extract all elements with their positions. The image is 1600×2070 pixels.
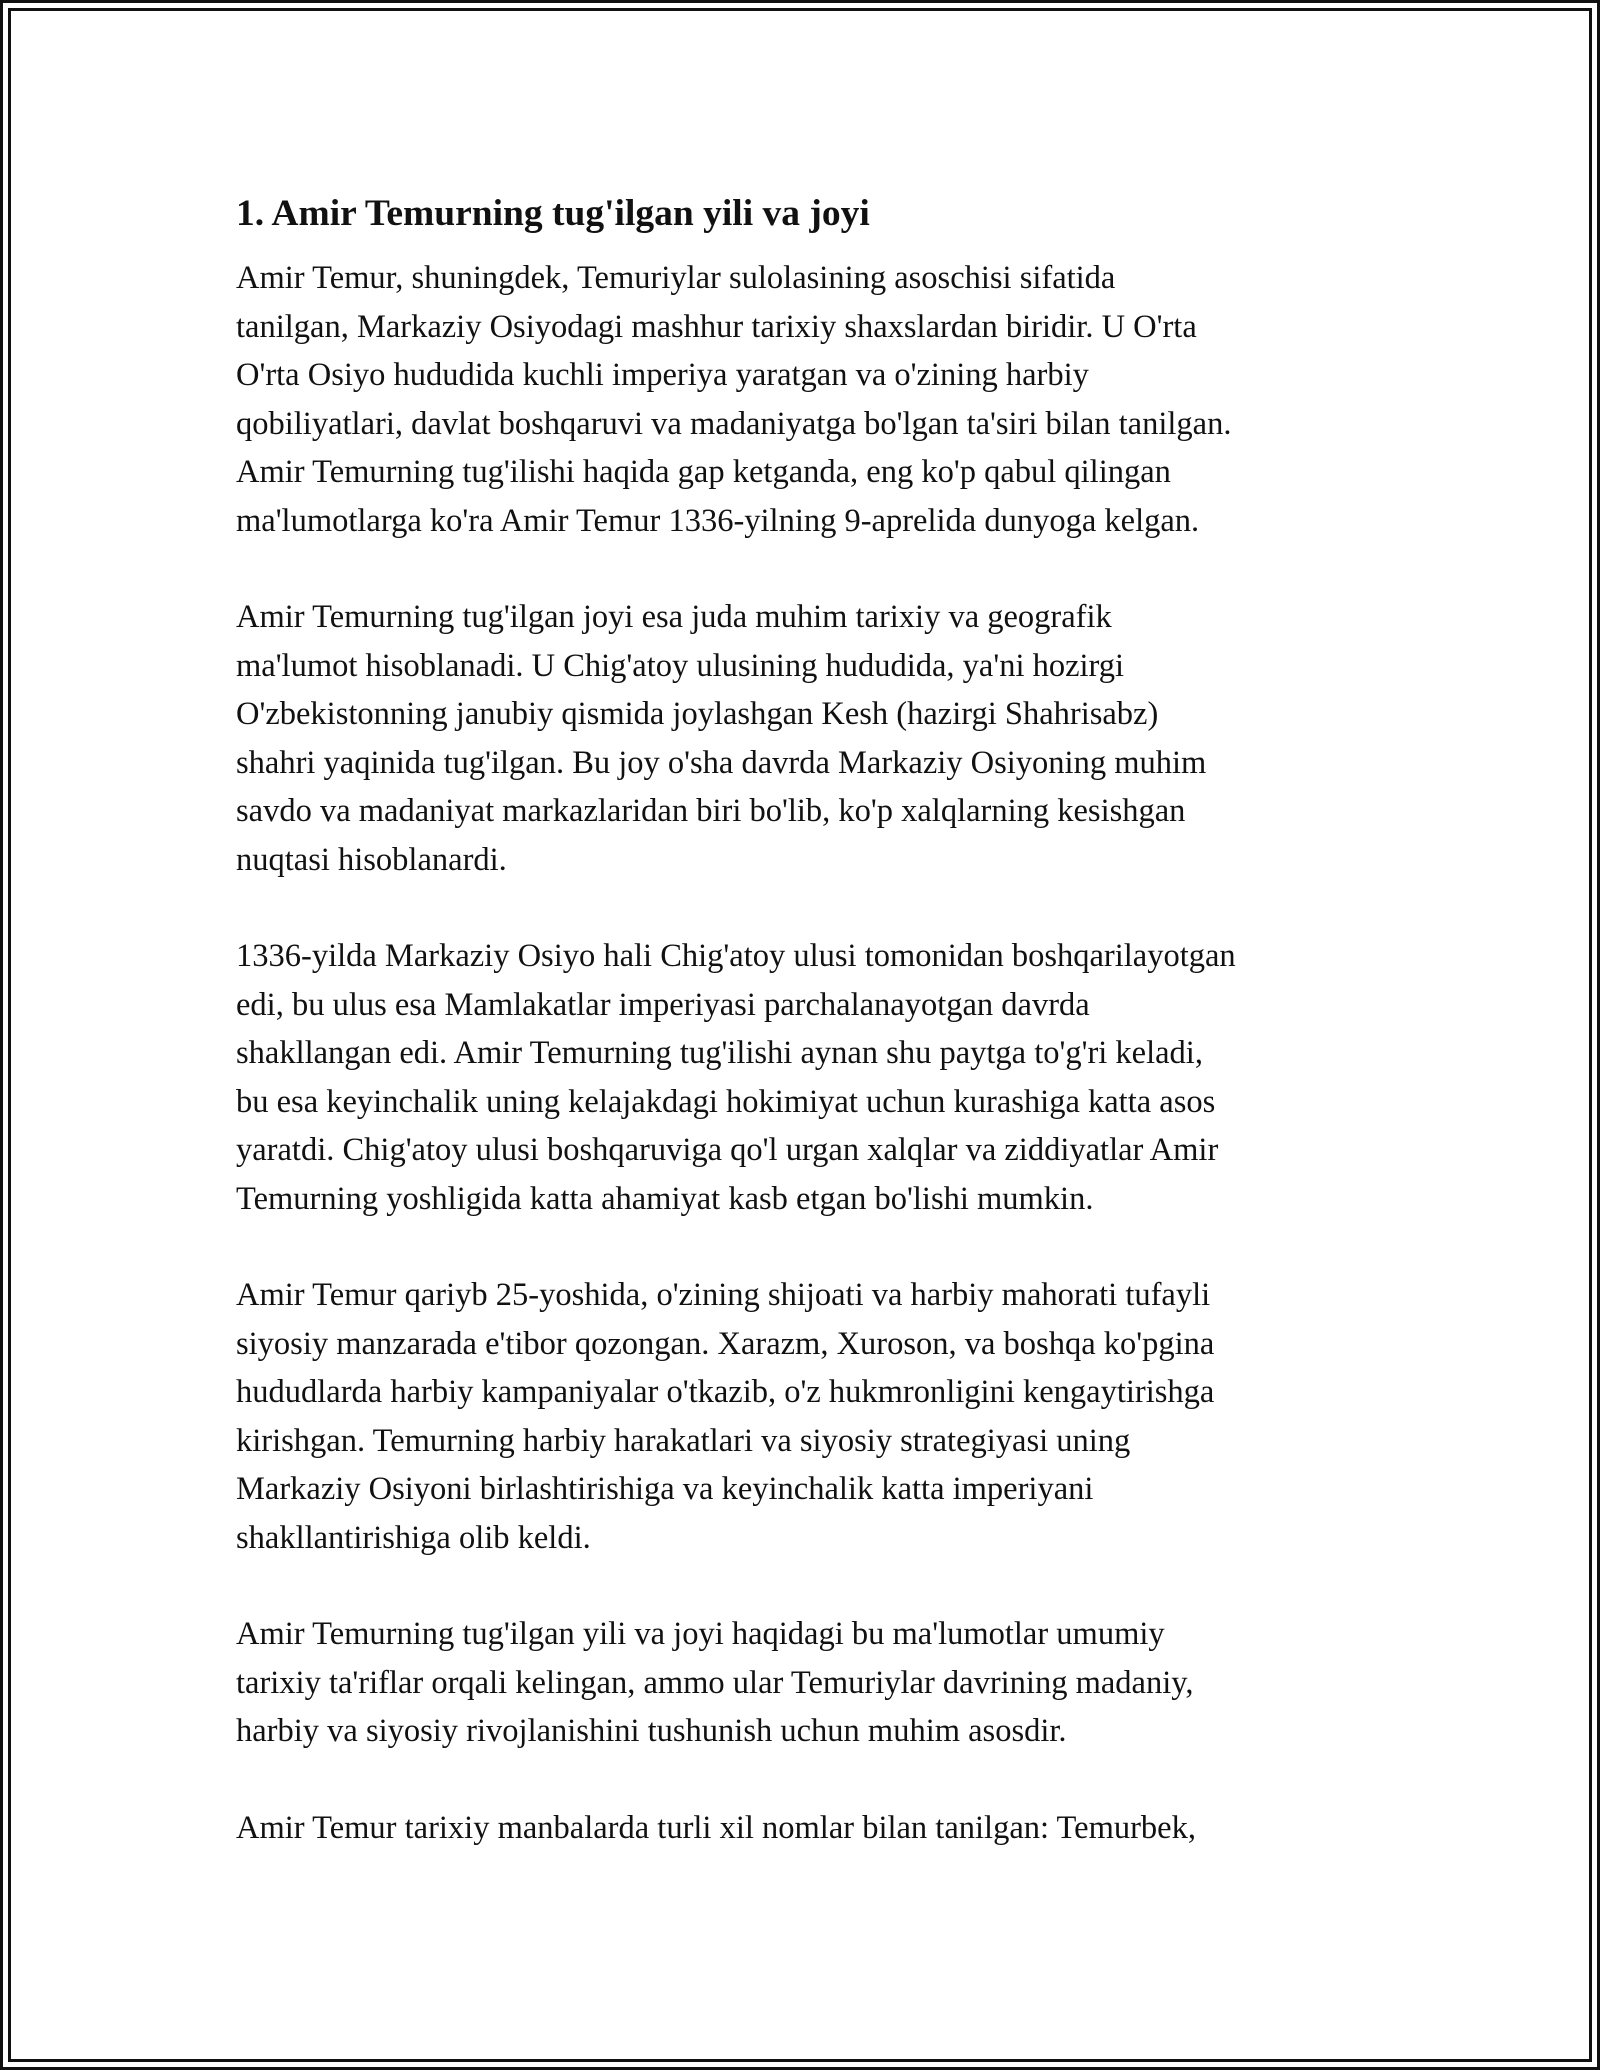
paragraph-line: hududlarda harbiy kampaniyalar o'tkazib, o'z hukmronligini kengaytirishga [236,1374,1215,1410]
paragraph-line: Markaziy Osiyoni birlashtirishiga va keyinchalik katta imperiyani [236,1471,1094,1507]
paragraph-line: yaratdi. Chig'atoy ulusi boshqaruviga qo'l urgan xalqlar va ziddiyatlar Amir [236,1132,1219,1168]
paragraph-line: ma'lumotlarga ko'ra Amir Temur 1336-yilning 9-aprelida dunyoga kelgan. [236,502,1200,539]
paragraph-line: shahri yaqinida tug'ilgan. Bu joy o'sha davrda Markaziy Osiyoning muhim [236,744,1207,781]
paragraph-line: Amir Temur qariyb 25-yoshida, o'zining shijoati va harbiy mahorati tufayli [236,1277,1211,1313]
paragraph-6 [236,1804,1376,1853]
paragraph-line: savdo va madaniyat markazlaridan biri bo'lib, ko'p xalqlarning kesishgan [236,793,1186,829]
paragraph-1 [236,254,1376,545]
paragraph-line: shakllantirishiga olib keldi. [236,1519,591,1556]
paragraph-line: Amir Temur tarixiy manbalarda turli xil nomlar bilan tanilgan: Temurbek, [236,1809,1196,1846]
paragraph-2 [236,593,1376,884]
paragraph-line: tarixiy ta'riflar orqali kelingan, ammo ular Temuriylar davrining madaniy, [236,1664,1194,1701]
paragraph-line: ma'lumot hisoblanadi. U Chig'atoy ulusining hududida, ya'ni hozirgi [236,647,1125,684]
section-heading: 1. Amir Temurning tug'ilgan yili va joyi [236,193,870,234]
paragraph-line: O'zbekistonning janubiy qismida joylashgan Kesh (hazirgi Shahrisabz) [236,696,1159,732]
paragraph-line: bu esa keyinchalik uning kelajakdagi hokimiyat uchun kurashiga katta asos [236,1083,1216,1120]
paragraph-line: Amir Temurning tug'ilishi haqida gap ketganda, eng ko'p qabul qilingan [236,454,1171,490]
paragraph-line: Amir Temur, shuningdek, Temuriylar sulolasining asoschisi sifatida [236,260,1116,296]
paragraph-line: Amir Temurning tug'ilgan yili va joyi haqidagi bu ma'lumotlar umumiy [236,1616,1165,1652]
paragraph-line: siyosiy manzarada e'tibor qozongan. Xarazm, Xuroson, va boshqa ko'pgina [236,1325,1215,1362]
paragraph-5 [236,1610,1376,1756]
paragraph-line: O'rta Osiyo hududida kuchli imperiya yaratgan va o'zining harbiy [236,357,1089,393]
paragraph-line: tanilgan, Markaziy Osiyodagi mashhur tarixiy shaxslardan biridir. U O'rta [236,308,1197,345]
document-body [236,186,1376,1900]
paragraph-4 [236,1271,1376,1562]
paragraph-line: Amir Temurning tug'ilgan joyi esa juda muhim tarixiy va geografik [236,599,1112,635]
paragraph-line: qobiliyatlari, davlat boshqaruvi va madaniyatga bo'lgan ta'siri bilan tanilgan. [236,405,1232,442]
paragraph-line: edi, bu ulus esa Mamlakatlar imperiyasi parchalanayotgan davrda [236,986,1090,1023]
paragraph-line: shakllangan edi. Amir Temurning tug'ilishi aynan shu paytga to'g'ri keladi, [236,1035,1203,1071]
paragraph-line: kirishgan. Temurning harbiy harakatlari va siyosiy strategiyasi uning [236,1422,1131,1459]
paragraph-line: 1336-yilda Markaziy Osiyo hali Chig'atoy ulusi tomonidan boshqarilayotgan [236,938,1236,974]
paragraph-line: harbiy va siyosiy rivojlanishini tushunish uchun muhim asosdir. [236,1713,1067,1749]
paragraph-line: Temurning yoshligida katta ahamiyat kasb etgan bo'lishi mumkin. [236,1180,1094,1217]
paragraph-3 [236,932,1376,1223]
paragraph-line: nuqtasi hisoblanardi. [236,841,507,878]
